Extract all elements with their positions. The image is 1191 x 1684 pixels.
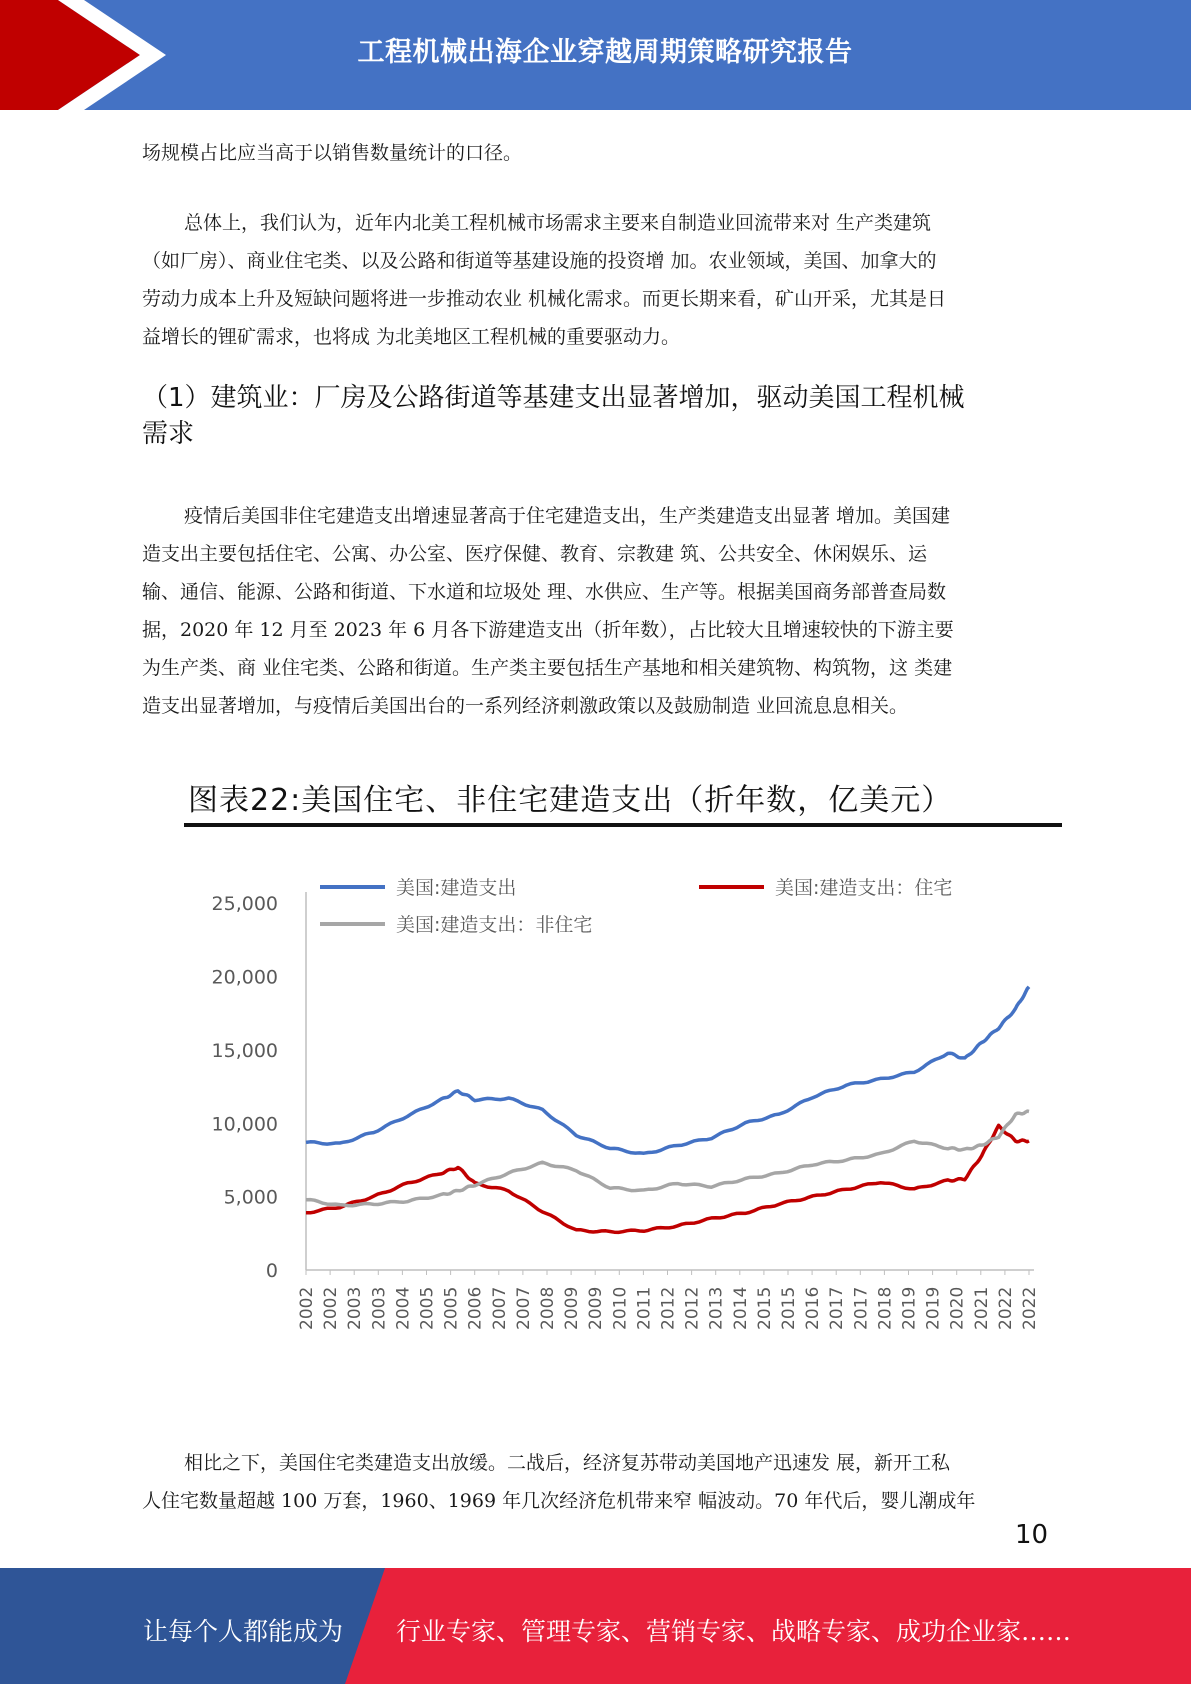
text-line: 人住宅数量超越 100 万套，1960、1969 年几次经济危机带来窄 幅波动。70 年代后，婴儿潮成年 [142, 1490, 976, 1512]
text-line: 据，2020 年 12 月至 2023 年 6 月各下游建造支出（折年数），占比较大且增速较快的下游主要 [142, 619, 954, 641]
x-tick-label: 2014 [730, 1286, 751, 1330]
x-tick-label: 2002 [297, 1286, 317, 1330]
legend-label: 美国:建造支出 [396, 877, 517, 899]
y-tick-label: 10,000 [211, 1113, 278, 1136]
text-line: 场规模占比应当高于以销售数量统计的口径。 [142, 142, 523, 164]
text-line: （如厂房）、商业住宅类、以及公路和街道等基建设施的投资增 加。农业领域，美国、加拿大的 [142, 250, 937, 272]
paragraph-continuation [142, 134, 1052, 172]
page-number: 10 [1015, 1520, 1049, 1550]
x-tick-label: 2011 [634, 1286, 655, 1330]
x-tick-label: 2005 [417, 1286, 438, 1330]
footer-slogan-left: 让每个人都能成为 [143, 1617, 344, 1646]
x-tick-label: 2022 [1020, 1286, 1040, 1330]
x-tick-label: 2009 [586, 1286, 607, 1330]
footer-slogan-right: 行业专家、管理专家、营销专家、战略专家、成功企业家…… [396, 1617, 1072, 1646]
text-line: 造支出显著增加，与疫情后美国出台的一系列经济刺激政策以及鼓励制造 业回流息息相关。 [142, 695, 909, 717]
section-heading [142, 380, 1062, 452]
text-line: 劳动力成本上升及短缺问题将进一步推动农业 机械化需求。而更长期来看，矿山开采，尤其是日 [142, 288, 947, 310]
caption-underline [184, 823, 1062, 827]
x-tick-label: 2005 [441, 1286, 462, 1330]
y-tick-label: 0 [265, 1260, 278, 1282]
text-line: 造支出主要包括住宅、公寓、办公室、医疗保健、教育、宗教建 筑、公共安全、休闲娱乐、运 [142, 543, 928, 565]
text-line: 为生产类、商 业住宅类、公路和街道。生产类主要包括生产基地和相关建筑物、构筑物，这 类建 [142, 657, 953, 679]
series-line [306, 987, 1029, 1153]
paragraph-construction [142, 497, 1052, 725]
y-tick-label: 20,000 [211, 966, 278, 989]
y-tick-label: 25,000 [211, 893, 278, 916]
x-tick-label: 2008 [538, 1286, 558, 1330]
heading-line: （1）建筑业：厂房及公路街道等基建支出显著增加，驱动美国工程机械 [142, 383, 965, 413]
x-tick-label: 2017 [851, 1286, 872, 1330]
y-tick-label: 15,000 [211, 1039, 278, 1062]
x-tick-label: 2013 [706, 1286, 727, 1330]
x-tick-label: 2017 [827, 1286, 848, 1330]
x-tick-label: 2002 [321, 1286, 342, 1330]
text-line: 输、通信、能源、公路和街道、下水道和垃圾处 理、水供应、生产等。根据美国商务部普查局数 [142, 581, 947, 603]
series-line [306, 1111, 1029, 1206]
x-tick-label: 2022 [995, 1286, 1016, 1330]
text-line: 疫情后美国非住宅建造支出增速显著高于住宅建造支出，生产类建造支出显著 增加。美国建 [184, 505, 951, 527]
text-line: 相比之下，美国住宅类建造支出放缓。二战后，经济复苏带动美国地产迅速发 展，新开工私 [184, 1452, 951, 1474]
text-line: 益增长的锂矿需求，也将成 为北美地区工程机械的重要驱动力。 [142, 326, 681, 348]
x-tick-label: 2009 [562, 1286, 583, 1330]
x-tick-label: 2012 [658, 1286, 679, 1330]
x-tick-label: 2021 [971, 1286, 992, 1330]
x-tick-label: 2016 [803, 1286, 824, 1330]
x-tick-label: 2018 [875, 1286, 896, 1330]
paragraph-residential [142, 1444, 1052, 1520]
paragraph-overview [142, 204, 1052, 356]
legend-label: 美国:建造支出：住宅 [775, 877, 953, 899]
heading-line: 需求 [142, 419, 195, 449]
x-tick-label: 2006 [465, 1286, 486, 1330]
x-tick-label: 2007 [489, 1286, 510, 1330]
chart-caption: 图表22:美国住宅、非住宅建造支出（折年数，亿美元） [188, 783, 953, 818]
x-tick-label: 2020 [947, 1286, 968, 1330]
x-tick-label: 2015 [779, 1286, 799, 1330]
legend-label: 美国:建造支出：非住宅 [396, 914, 593, 936]
spending-line-chart [184, 860, 1064, 1340]
x-tick-label: 2004 [393, 1286, 414, 1330]
text-line: 总体上，我们认为，近年内北美工程机械市场需求主要来自制造业回流带来对 生产类建筑 [184, 212, 932, 234]
x-tick-label: 2010 [610, 1286, 631, 1330]
y-tick-label: 5,000 [223, 1186, 278, 1209]
x-tick-label: 2003 [369, 1286, 390, 1330]
x-tick-label: 2003 [345, 1286, 366, 1330]
header-arrow-decoration [0, 0, 170, 110]
x-tick-label: 2015 [754, 1286, 775, 1330]
x-tick-label: 2012 [682, 1286, 703, 1330]
page-header [0, 0, 1191, 110]
x-tick-label: 2019 [923, 1286, 944, 1330]
report-title: 工程机械出海企业穿越周期策略研究报告 [357, 37, 853, 68]
x-tick-label: 2019 [899, 1286, 920, 1330]
x-tick-label: 2007 [513, 1286, 534, 1330]
